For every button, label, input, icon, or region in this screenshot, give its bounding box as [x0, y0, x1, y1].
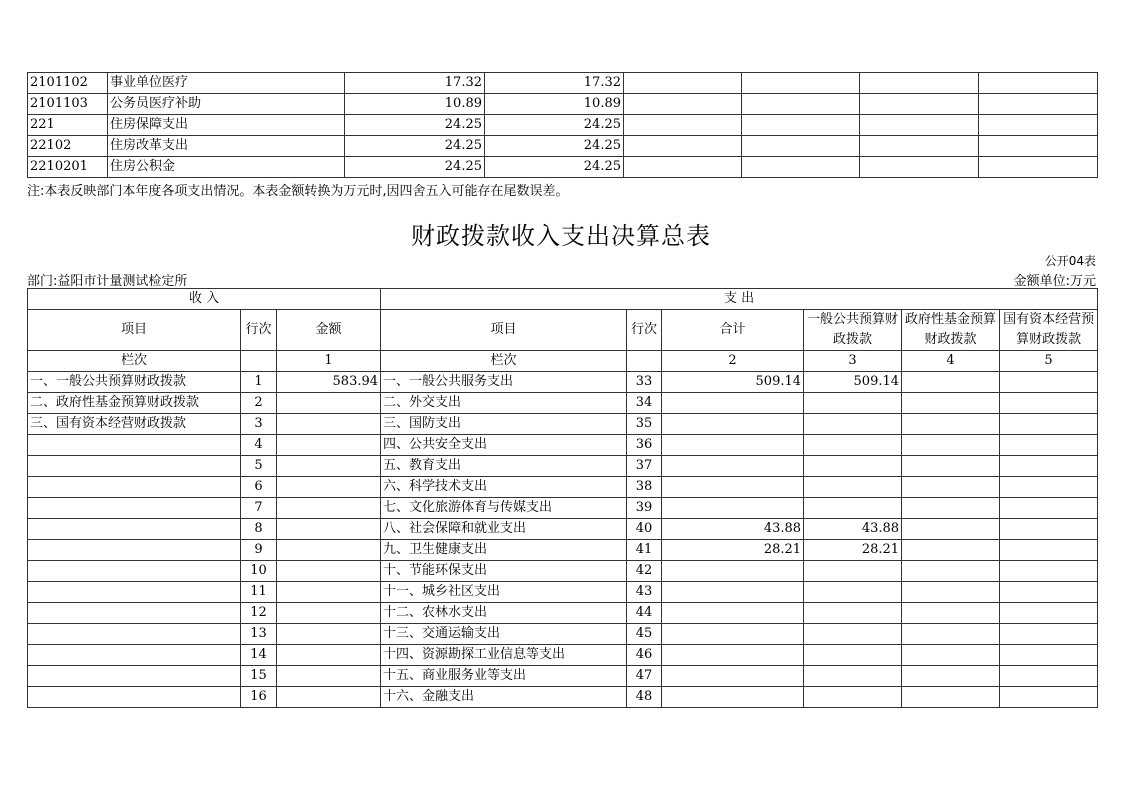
income-amount: [277, 582, 381, 603]
expense-fund: [902, 414, 1000, 435]
empty-cell: [860, 73, 979, 94]
expense-item: 十二、农林水支出: [381, 603, 627, 624]
expense-item: 一、一般公共服务支出: [381, 372, 627, 393]
expense-state: [1000, 582, 1098, 603]
expense-item: 十四、资源勘探工业信息等支出: [381, 645, 627, 666]
income-amount: [277, 477, 381, 498]
income-item: [28, 645, 241, 666]
income-amount: [277, 519, 381, 540]
table-row: [28, 435, 1098, 456]
expense-state: [1000, 540, 1098, 561]
subject-name: 住房保障支出: [108, 115, 345, 136]
expense-line-no: 37: [627, 456, 662, 477]
income-amount: [277, 687, 381, 708]
expense-total: [662, 645, 804, 666]
subject-code: 2101103: [28, 94, 108, 115]
income-amount: [277, 435, 381, 456]
fiscal-summary-table: [27, 288, 1098, 708]
column-header-row: [28, 310, 1098, 351]
income-line-no: 10: [241, 561, 277, 582]
expense-total: 43.88: [662, 519, 804, 540]
empty-cell: [742, 94, 860, 115]
expense-item: 十五、商业服务业等支出: [381, 666, 627, 687]
income-amount: [277, 498, 381, 519]
expense-line-no: 46: [627, 645, 662, 666]
amount-basic: 10.89: [485, 94, 624, 115]
income-amount: [277, 666, 381, 687]
empty-cell: [860, 94, 979, 115]
empty-cell: [860, 157, 979, 178]
income-line-no: 4: [241, 435, 277, 456]
empty-cell: [979, 115, 1098, 136]
department-label: 部门:益阳市计量测试检定所: [27, 274, 188, 289]
expense-fund: [902, 603, 1000, 624]
empty-cell: [979, 94, 1098, 115]
expense-line-no: 45: [627, 624, 662, 645]
expense-total: 28.21: [662, 540, 804, 561]
col-state-header: 国有资本经营预算财政拨款: [1000, 310, 1098, 351]
expense-line-no: 35: [627, 414, 662, 435]
expense-state: [1000, 561, 1098, 582]
col-no-label2: 栏次: [381, 351, 627, 372]
expense-line-no: 38: [627, 477, 662, 498]
income-item: 一、一般公共预算财政拨款: [28, 372, 241, 393]
amount-total: 24.25: [345, 115, 485, 136]
expense-total: [662, 582, 804, 603]
expense-state: [1000, 624, 1098, 645]
col-total-header: 合计: [662, 310, 804, 351]
expense-line-no: 42: [627, 561, 662, 582]
expense-header: 支 出: [381, 289, 1098, 310]
expense-fund: [902, 519, 1000, 540]
expense-general: [804, 582, 902, 603]
empty-cell: [979, 73, 1098, 94]
expense-state: [1000, 666, 1098, 687]
expense-total: [662, 687, 804, 708]
table-row: [28, 477, 1098, 498]
income-item: [28, 624, 241, 645]
expense-general: [804, 414, 902, 435]
empty-cell: [860, 136, 979, 157]
table-row: [28, 624, 1098, 645]
expense-item: 四、公共安全支出: [381, 435, 627, 456]
expense-item: 十三、交通运输支出: [381, 624, 627, 645]
income-line-no: 6: [241, 477, 277, 498]
expense-general: 43.88: [804, 519, 902, 540]
expense-item: 三、国防支出: [381, 414, 627, 435]
table-row: [28, 456, 1098, 477]
empty-cell: [979, 136, 1098, 157]
col-fund-header: 政府性基金预算财政拨款: [902, 310, 1000, 351]
amount-total: 24.25: [345, 157, 485, 178]
expense-general: 509.14: [804, 372, 902, 393]
expense-item: 十、节能环保支出: [381, 561, 627, 582]
expense-item: 六、科学技术支出: [381, 477, 627, 498]
expense-total: [662, 624, 804, 645]
income-item: [28, 456, 241, 477]
expense-fund: [902, 666, 1000, 687]
expense-line-no: 47: [627, 666, 662, 687]
col-general-header: 一般公共预算财政拨款: [804, 310, 902, 351]
expense-total: [662, 561, 804, 582]
income-line-no: 1: [241, 372, 277, 393]
empty-cell: [624, 94, 742, 115]
table-row: [28, 157, 1098, 178]
expense-general: [804, 624, 902, 645]
expense-fund: [902, 435, 1000, 456]
income-item: [28, 498, 241, 519]
empty-cell: [979, 157, 1098, 178]
col-no-3: 3: [804, 351, 902, 372]
income-item: 三、国有资本经营财政拨款: [28, 414, 241, 435]
table-row: [28, 582, 1098, 603]
expense-general: [804, 498, 902, 519]
expense-fund: [902, 372, 1000, 393]
expense-fund: [902, 477, 1000, 498]
expense-fund: [902, 498, 1000, 519]
expense-general: [804, 603, 902, 624]
table-row: [28, 687, 1098, 708]
income-header: 收 入: [28, 289, 381, 310]
amount-total: 24.25: [345, 136, 485, 157]
income-line-no: 3: [241, 414, 277, 435]
empty-cell: [742, 157, 860, 178]
expense-total: [662, 435, 804, 456]
expense-total: [662, 498, 804, 519]
expense-general: [804, 435, 902, 456]
expense-total: [662, 666, 804, 687]
col-item-header: 项目: [28, 310, 241, 351]
expense-fund: [902, 624, 1000, 645]
expense-general: [804, 645, 902, 666]
unit-label: 金额单位:万元: [1013, 274, 1096, 289]
income-amount: [277, 603, 381, 624]
col-line-header: 行次: [241, 310, 277, 351]
expense-line-no: 36: [627, 435, 662, 456]
income-amount: [277, 456, 381, 477]
income-line-no: 5: [241, 456, 277, 477]
income-line-no: 2: [241, 393, 277, 414]
expense-general: [804, 393, 902, 414]
amount-basic: 17.32: [485, 73, 624, 94]
amount-total: 10.89: [345, 94, 485, 115]
expense-line-no: 43: [627, 582, 662, 603]
expense-item: 九、卫生健康支出: [381, 540, 627, 561]
expense-fund: [902, 645, 1000, 666]
empty-cell: [742, 115, 860, 136]
table-row: [28, 498, 1098, 519]
income-line-no: 12: [241, 603, 277, 624]
expense-state: [1000, 603, 1098, 624]
table-row: [28, 603, 1098, 624]
income-item: [28, 540, 241, 561]
col-no-2: 2: [662, 351, 804, 372]
expense-line-no: 34: [627, 393, 662, 414]
income-item: [28, 477, 241, 498]
income-amount: [277, 561, 381, 582]
col-no-4: 4: [902, 351, 1000, 372]
subject-code: 2101102: [28, 73, 108, 94]
income-item: [28, 435, 241, 456]
empty-cell: [624, 115, 742, 136]
col-item2-header: 项目: [381, 310, 627, 351]
page-title: 财政拨款收入支出决算总表: [411, 222, 711, 250]
income-item: [28, 687, 241, 708]
expense-item: 十一、城乡社区支出: [381, 582, 627, 603]
income-amount: [277, 645, 381, 666]
expense-fund: [902, 393, 1000, 414]
income-line-no: 7: [241, 498, 277, 519]
col-no-5: 5: [1000, 351, 1098, 372]
expense-item: 二、外交支出: [381, 393, 627, 414]
income-amount: [277, 540, 381, 561]
expense-general: [804, 456, 902, 477]
income-item: [28, 561, 241, 582]
table-row: [28, 414, 1098, 435]
empty-cell: [624, 157, 742, 178]
expense-total: [662, 603, 804, 624]
expense-state: [1000, 687, 1098, 708]
table-note: 注:本表反映部门本年度各项支出情况。本表金额转换为万元时,因四舍五入可能存在尾数误差。: [27, 184, 569, 199]
expense-line-no: 44: [627, 603, 662, 624]
income-line-no: 11: [241, 582, 277, 603]
income-amount: [277, 393, 381, 414]
expense-state: [1000, 435, 1098, 456]
income-line-no: 14: [241, 645, 277, 666]
expense-line-no: 41: [627, 540, 662, 561]
col-amount-header: 金额: [277, 310, 381, 351]
table-row: [28, 540, 1098, 561]
income-item: [28, 519, 241, 540]
table-row: [28, 372, 1098, 393]
empty-cell: [742, 73, 860, 94]
empty-cell: [624, 73, 742, 94]
expense-general: [804, 477, 902, 498]
expense-fund: [902, 687, 1000, 708]
expense-state: [1000, 498, 1098, 519]
subject-code: 2210201: [28, 157, 108, 178]
expense-item: 五、教育支出: [381, 456, 627, 477]
empty-cell: [742, 136, 860, 157]
expense-state: [1000, 645, 1098, 666]
empty-cell: [860, 115, 979, 136]
amount-basic: 24.25: [485, 115, 624, 136]
expense-total: [662, 456, 804, 477]
expense-detail-table: [27, 72, 1098, 178]
income-line-no: 8: [241, 519, 277, 540]
col-no-blank: [241, 351, 277, 372]
table-row: [28, 115, 1098, 136]
income-item: [28, 582, 241, 603]
form-number: 公开04表: [1044, 254, 1096, 268]
income-item: 二、政府性基金预算财政拨款: [28, 393, 241, 414]
income-amount: [277, 414, 381, 435]
income-line-no: 13: [241, 624, 277, 645]
subject-code: 221: [28, 115, 108, 136]
expense-item: 八、社会保障和就业支出: [381, 519, 627, 540]
expense-state: [1000, 372, 1098, 393]
expense-state: [1000, 414, 1098, 435]
income-amount: [277, 624, 381, 645]
table-row: [28, 94, 1098, 115]
income-line-no: 15: [241, 666, 277, 687]
expense-line-no: 39: [627, 498, 662, 519]
expense-line-no: 33: [627, 372, 662, 393]
expense-total: [662, 393, 804, 414]
table-row: [28, 393, 1098, 414]
section-header-row: [28, 289, 1098, 310]
income-item: [28, 603, 241, 624]
table-row: [28, 73, 1098, 94]
expense-general: [804, 561, 902, 582]
expense-line-no: 40: [627, 519, 662, 540]
expense-line-no: 48: [627, 687, 662, 708]
expense-general: [804, 687, 902, 708]
col-no-label: 栏次: [28, 351, 241, 372]
expense-general: 28.21: [804, 540, 902, 561]
expense-fund: [902, 456, 1000, 477]
subject-code: 22102: [28, 136, 108, 157]
expense-state: [1000, 477, 1098, 498]
expense-state: [1000, 456, 1098, 477]
income-line-no: 9: [241, 540, 277, 561]
expense-total: [662, 414, 804, 435]
column-number-row: [28, 351, 1098, 372]
amount-basic: 24.25: [485, 157, 624, 178]
col-no-blank2: [627, 351, 662, 372]
table-row: [28, 561, 1098, 582]
income-amount: 583.94: [277, 372, 381, 393]
expense-state: [1000, 393, 1098, 414]
table-row: [28, 666, 1098, 687]
col-no-1: 1: [277, 351, 381, 372]
expense-total: [662, 477, 804, 498]
income-item: [28, 666, 241, 687]
amount-total: 17.32: [345, 73, 485, 94]
expense-fund: [902, 540, 1000, 561]
subject-name: 住房公积金: [108, 157, 345, 178]
expense-fund: [902, 582, 1000, 603]
amount-basic: 24.25: [485, 136, 624, 157]
expense-item: 十六、金融支出: [381, 687, 627, 708]
col-line2-header: 行次: [627, 310, 662, 351]
subject-name: 公务员医疗补助: [108, 94, 345, 115]
table-row: [28, 645, 1098, 666]
expense-general: [804, 666, 902, 687]
subject-name: 住房改革支出: [108, 136, 345, 157]
table-row: [28, 519, 1098, 540]
subject-name: 事业单位医疗: [108, 73, 345, 94]
expense-state: [1000, 519, 1098, 540]
expense-fund: [902, 561, 1000, 582]
expense-total: 509.14: [662, 372, 804, 393]
empty-cell: [624, 136, 742, 157]
expense-item: 七、文化旅游体育与传媒支出: [381, 498, 627, 519]
table-row: [28, 136, 1098, 157]
income-line-no: 16: [241, 687, 277, 708]
